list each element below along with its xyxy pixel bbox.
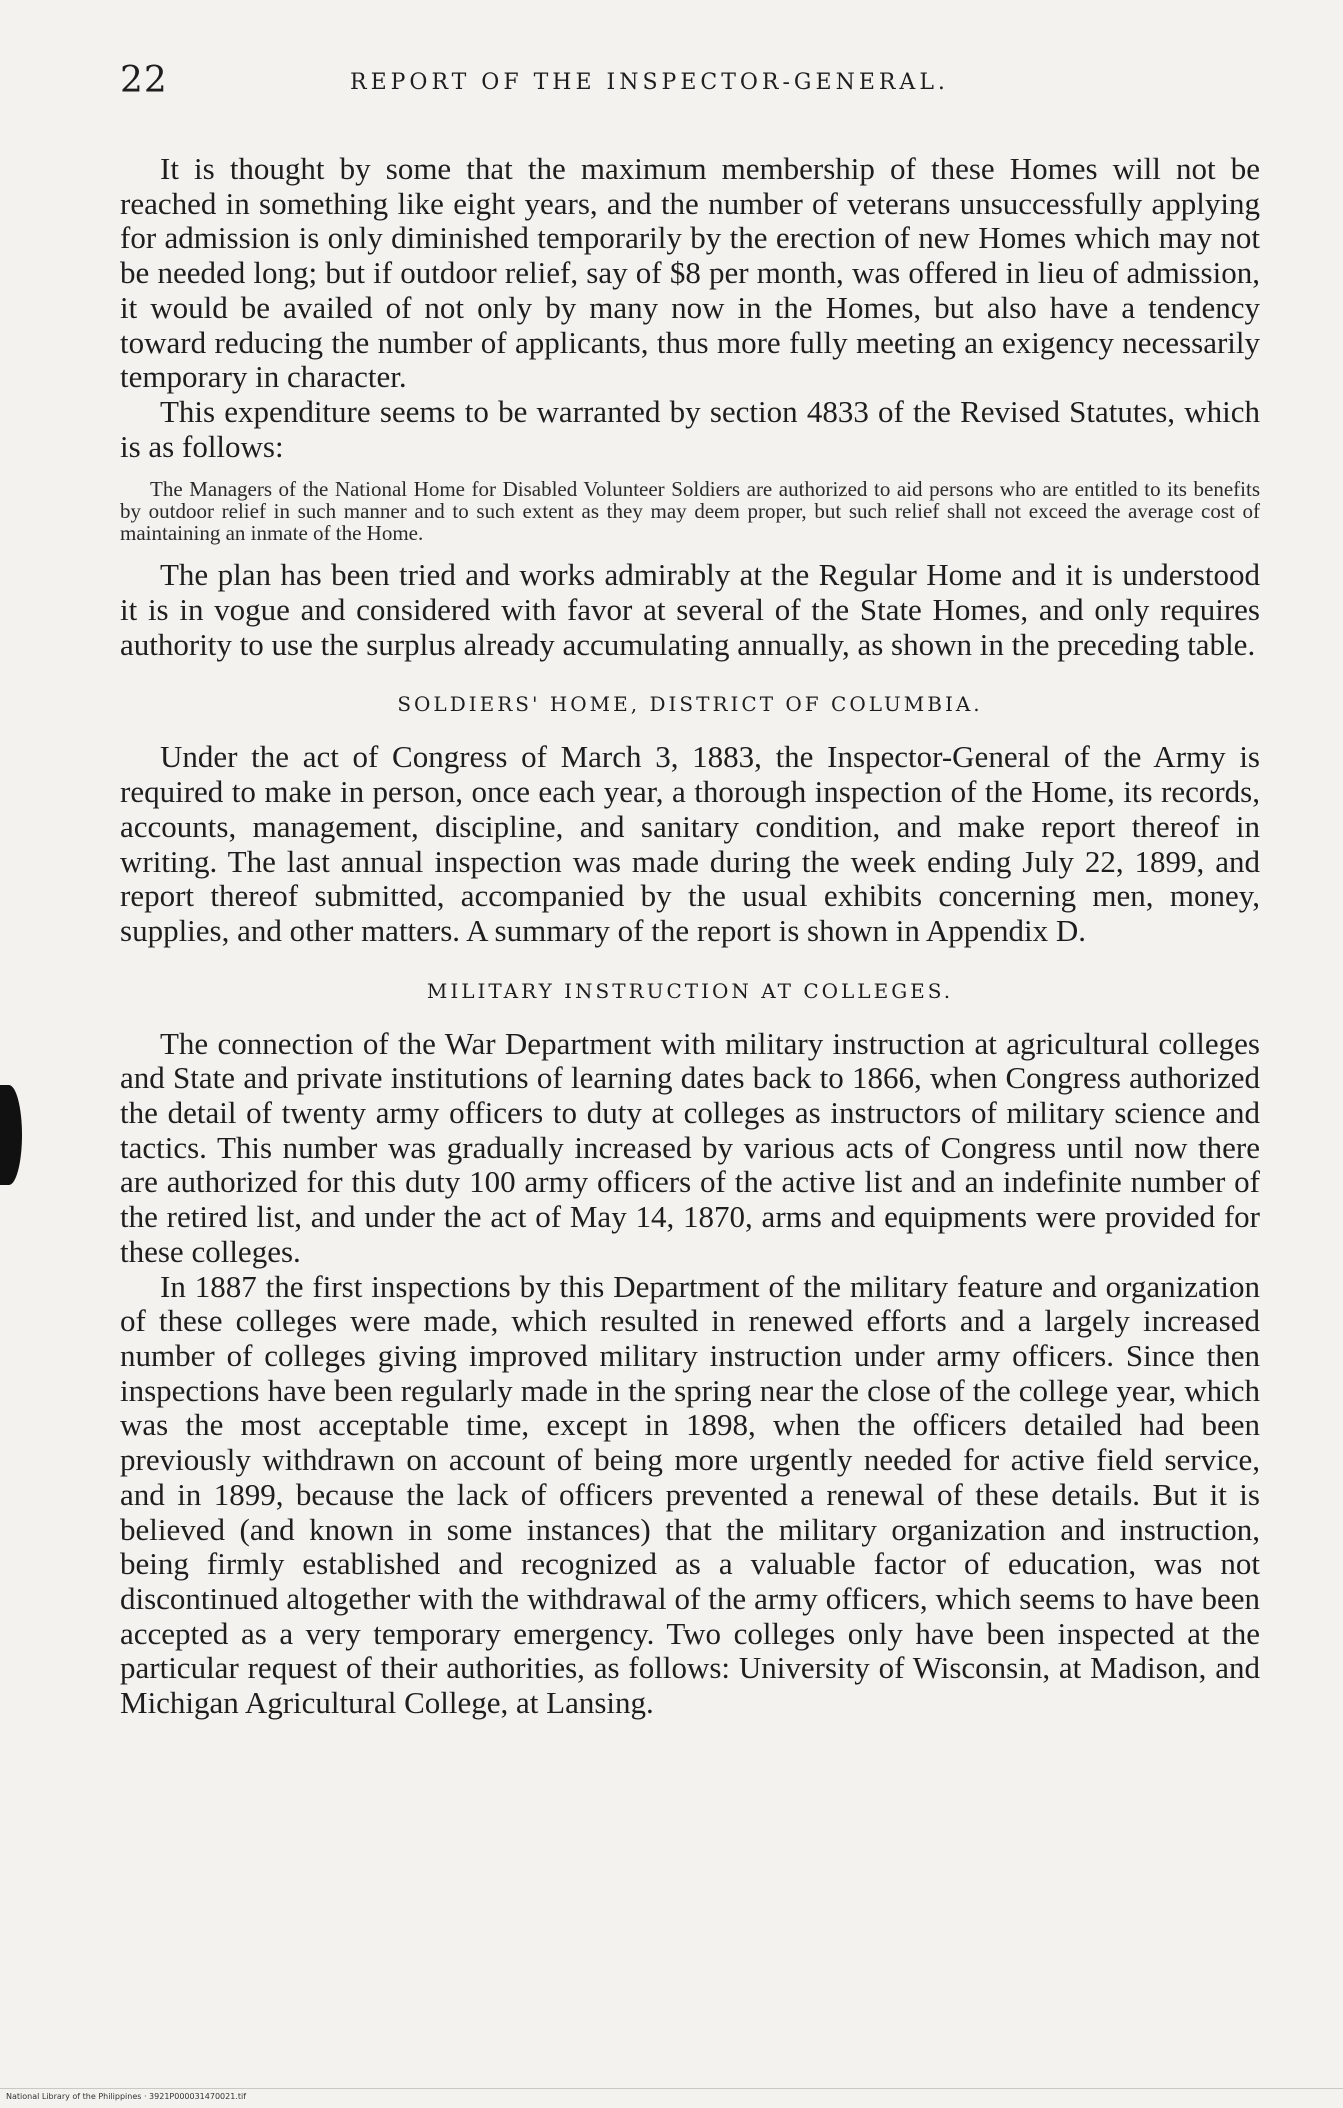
statute-quote: The Managers of the National Home for Disabled Volunteer Soldiers are authorized to aid persons who are entitled to its benefits by outdoor relief in such manner and to such extent as they may deem proper, but such relief shall not exceed the average cost of maintaining an inmate of the Home.	[120, 477, 1260, 546]
page-number: 22	[120, 60, 168, 101]
scan-footer-note: National Library of the Philippines · 3921P000031470021.tif	[6, 2092, 247, 2101]
section-heading-soldiers-home: SOLDIERS' HOME, DISTRICT OF COLUMBIA.	[397, 692, 983, 717]
paragraph-war-department: The connection of the War Department with military instruction at agricultural colleges and State and private institutions of learning dates back to 1866, when Congress authorized the detail of twenty army officers to duty at colleges as instructors of military science and tactics. This number was gradually increased by various acts of Congress until now there are authorized for this duty 100 army officers of the active list and an indefinite number of the retired list, and under the act of May 14, 1870, arms and equipments were provided for these colleges.	[120, 1025, 1260, 1269]
section-heading-military-instruction: MILITARY INSTRUCTION AT COLLEGES.	[426, 978, 954, 1003]
bottom-rule	[0, 2088, 1343, 2089]
paragraph-annual-inspection: Under the act of Congress of March 3, 1883, the Inspector-General of the Army is required to make in person, once each year, a thorough inspection of the Home, its records, accounts, management, discipline, and sanitary condition, and make report thereof in writing. The last annual inspection was made during the week ending July 22, 1899, and report thereof submitted, accompanied by the usual exhibits concerning men, money, supplies, and other matters. A summary of the report is shown in Appendix D.	[120, 739, 1260, 948]
document-page	[120, 60, 1260, 1721]
paragraph-regular-home: The plan has been tried and works admirably at the Regular Home and it is understood it is in vogue and considered with favor at several of the State Homes, and only requires authority to use the surplus already accumulating annually, as shown in the preceding table.	[120, 557, 1260, 662]
page-header	[120, 60, 1260, 112]
binding-shadow	[0, 1085, 22, 1185]
running-title: REPORT OF THE INSPECTOR-GENERAL.	[350, 70, 949, 95]
paragraph-inspections-1887: In 1887 the first inspections by this Department of the military feature and organization of these colleges were made, which resulted in renewed efforts and a largely increased number of colleges giving improved military instruction under army officers. Since then inspections have been regularly made in the spring near the close of the college year, which was the most acceptable time, except in 1898, when the officers detailed had been previously withdrawn on account of being more urgently needed for active field service, and in 1899, because the lack of officers prevented a renewal of these details. But it is believed (and known in some instances) that the military organization and instruction, being firmly established and recognized as a valuable factor of education, was not discontinued altogether with the withdrawal of the army officers, which seems to have been accepted as a very temporary emergency. Two colleges only have been inspected at the particular request of their authorities, as follows: University of Wisconsin, at Madison, and Michigan Agricultural College, at Lansing.	[120, 1268, 1260, 1721]
paragraph-outdoor-relief: It is thought by some that the maximum membership of these Homes will not be reached in something like eight years, and the number of veterans unsuccessfully applying for admission is only diminished temporarily by the erection of new Homes which may not be needed long; but if outdoor relief, say of $8 per month, was offered in lieu of admission, it would be availed of not only by many now in the Homes, but also have a tendency toward reducing the number of applicants, thus more fully meeting an exigency necessarily temporary in character.	[120, 151, 1260, 395]
paragraph-statute-reference: This expenditure seems to be warranted by section 4833 of the Revised Statutes, which is as follows:	[120, 393, 1260, 464]
